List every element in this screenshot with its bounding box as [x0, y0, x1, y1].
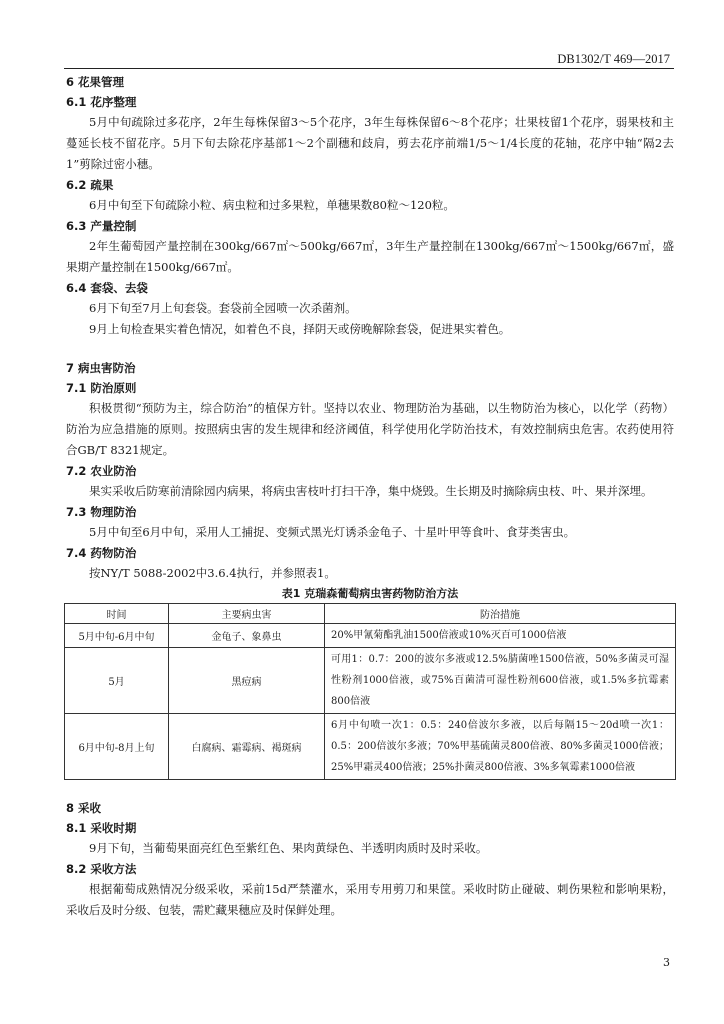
section-7-3-title: 7.3 物理防治 [66, 505, 137, 519]
section-6-title: 6 花果管理 [66, 75, 125, 89]
section-6-4-text-1: 6月下旬至7月上旬套袋。套袋前全园喷一次杀菌剂。 [89, 301, 357, 315]
section-6-1-title: 6.1 花序整理 [66, 95, 137, 109]
section-7-4-text: 按NY/T 5088-2002中3.6.4执行，并参照表1。 [89, 566, 336, 580]
table-caption: 表1 克瑞森葡萄病虫害药物防治方法 [281, 587, 459, 600]
table-cell-measure: 可用1：0.7：200的波尔多液或12.5%腈菌唑1500倍液，50%多菌灵可湿性粉剂1000倍液，或75%百菌清可湿性粉剂600倍液，或1.5%多抗霉素800倍液 [325, 648, 676, 714]
section-7-4-title: 7.4 药物防治 [66, 546, 137, 560]
section-7-2-title: 7.2 农业防治 [66, 464, 137, 478]
table-cell-pest: 白腐病、霜霉病、褐斑病 [169, 714, 325, 780]
section-7-2-text: 果实采收后防寒前清除园内病果，将病虫害枝叶打扫干净，集中烧毁。生长期及时摘除病虫枝、叶、果并深埋。 [89, 484, 653, 498]
document-code: DB1302/T 469—2017 [557, 52, 670, 66]
section-8-title: 8 采收 [66, 801, 102, 815]
table-row [65, 714, 676, 780]
header-rule [64, 68, 674, 69]
section-8-2-text: 根据葡萄成熟情况分级采收，采前15d严禁灌水，采用专用剪刀和果筐。采收时防止碰破、刺伤果粒和影响果粉，采收后及时分级、包装，需贮藏果穗应及时保鲜处理。 [66, 882, 674, 917]
section-8-1-title: 8.1 采收时期 [66, 821, 137, 835]
section-8-2-title: 8.2 采收方法 [66, 862, 137, 876]
table-header-cell: 时间 [65, 604, 169, 624]
table-cell-measure: 20%甲氰菊酯乳油1500倍液或10%灭百可1000倍液 [325, 624, 676, 648]
table-header-row [65, 604, 676, 624]
document-body [66, 72, 674, 921]
table-row [65, 624, 676, 648]
table-header-cell: 防治措施 [325, 604, 676, 624]
section-6-3-text: 2年生葡萄园产量控制在300kg/667㎡～500kg/667㎡，3年生产量控制在1300kg/667㎡～1500kg/667㎡，盛果期产量控制在1500kg/667㎡。 [66, 239, 674, 274]
table-header-cell: 主要病虫害 [169, 604, 325, 624]
table-cell-time: 5月 [65, 648, 169, 714]
section-7-3-text: 5月中旬至6月中旬，采用人工捕捉、变频式黑光灯诱杀金龟子、十星叶甲等食叶、食芽类害虫。 [89, 525, 576, 539]
table-cell-time: 6月中旬-8月上旬 [65, 714, 169, 780]
section-6-3-title: 6.3 产量控制 [66, 219, 137, 233]
section-7-1-text: 积极贯彻“预防为主，综合防治”的植保方针。坚持以农业、物理防治为基础，以生物防治为核心，以化学（药物）防治为应急措施的原则。按照病虫害的发生规律和经济阈值，科学使用化学防治技术，有效控制病虫危害。农药使用符合GB/T 8321规定。 [66, 401, 674, 457]
table-cell-measure: 6月中旬喷一次1：0.5：240倍波尔多液，以后每隔15～20d喷一次1：0.5：200倍波尔多液；70%甲基硫菌灵800倍液、80%多菌灵1000倍液；25%甲霜灵400倍液；25%扑菌灵800倍液、3%多氧霉素1000倍液 [325, 714, 676, 780]
section-7-1-title: 7.1 防治原则 [66, 381, 137, 395]
section-6-1-text: 5月中旬疏除过多花序，2年生每株保留3～5个花序，3年生每株保留6～8个花序；壮果枝留1个花序，弱果枝和主蔓延长枝不留花序。5月下旬去除花序基部1～2个副穗和歧肩，剪去花序前端1/5～1/4长度的花轴，花序中轴“隔2去1”剪除过密小穗。 [66, 115, 674, 171]
table-cell-time: 5月中旬-6月中旬 [65, 624, 169, 648]
table-cell-pest: 金龟子、象鼻虫 [169, 624, 325, 648]
section-8-1-text: 9月下旬，当葡萄果面亮红色至紫红色、果肉黄绿色、半透明肉质时及时采收。 [89, 841, 488, 855]
section-6-2-title: 6.2 疏果 [66, 178, 114, 192]
section-6-4-text-2: 9月上旬检查果实着色情况，如着色不良，择阴天或傍晚解除套袋，促进果实着色。 [89, 322, 511, 336]
page-number: 3 [663, 956, 670, 969]
table-row [65, 648, 676, 714]
pest-control-table [64, 603, 676, 780]
section-7-title: 7 病虫害防治 [66, 361, 136, 375]
section-6-4-title: 6.4 套袋、去袋 [66, 281, 148, 295]
section-6-2-text: 6月中旬至下旬疏除小粒、病虫粒和过多果粒，单穗果数80粒～120粒。 [89, 198, 455, 212]
table-cell-pest: 黑痘病 [169, 648, 325, 714]
